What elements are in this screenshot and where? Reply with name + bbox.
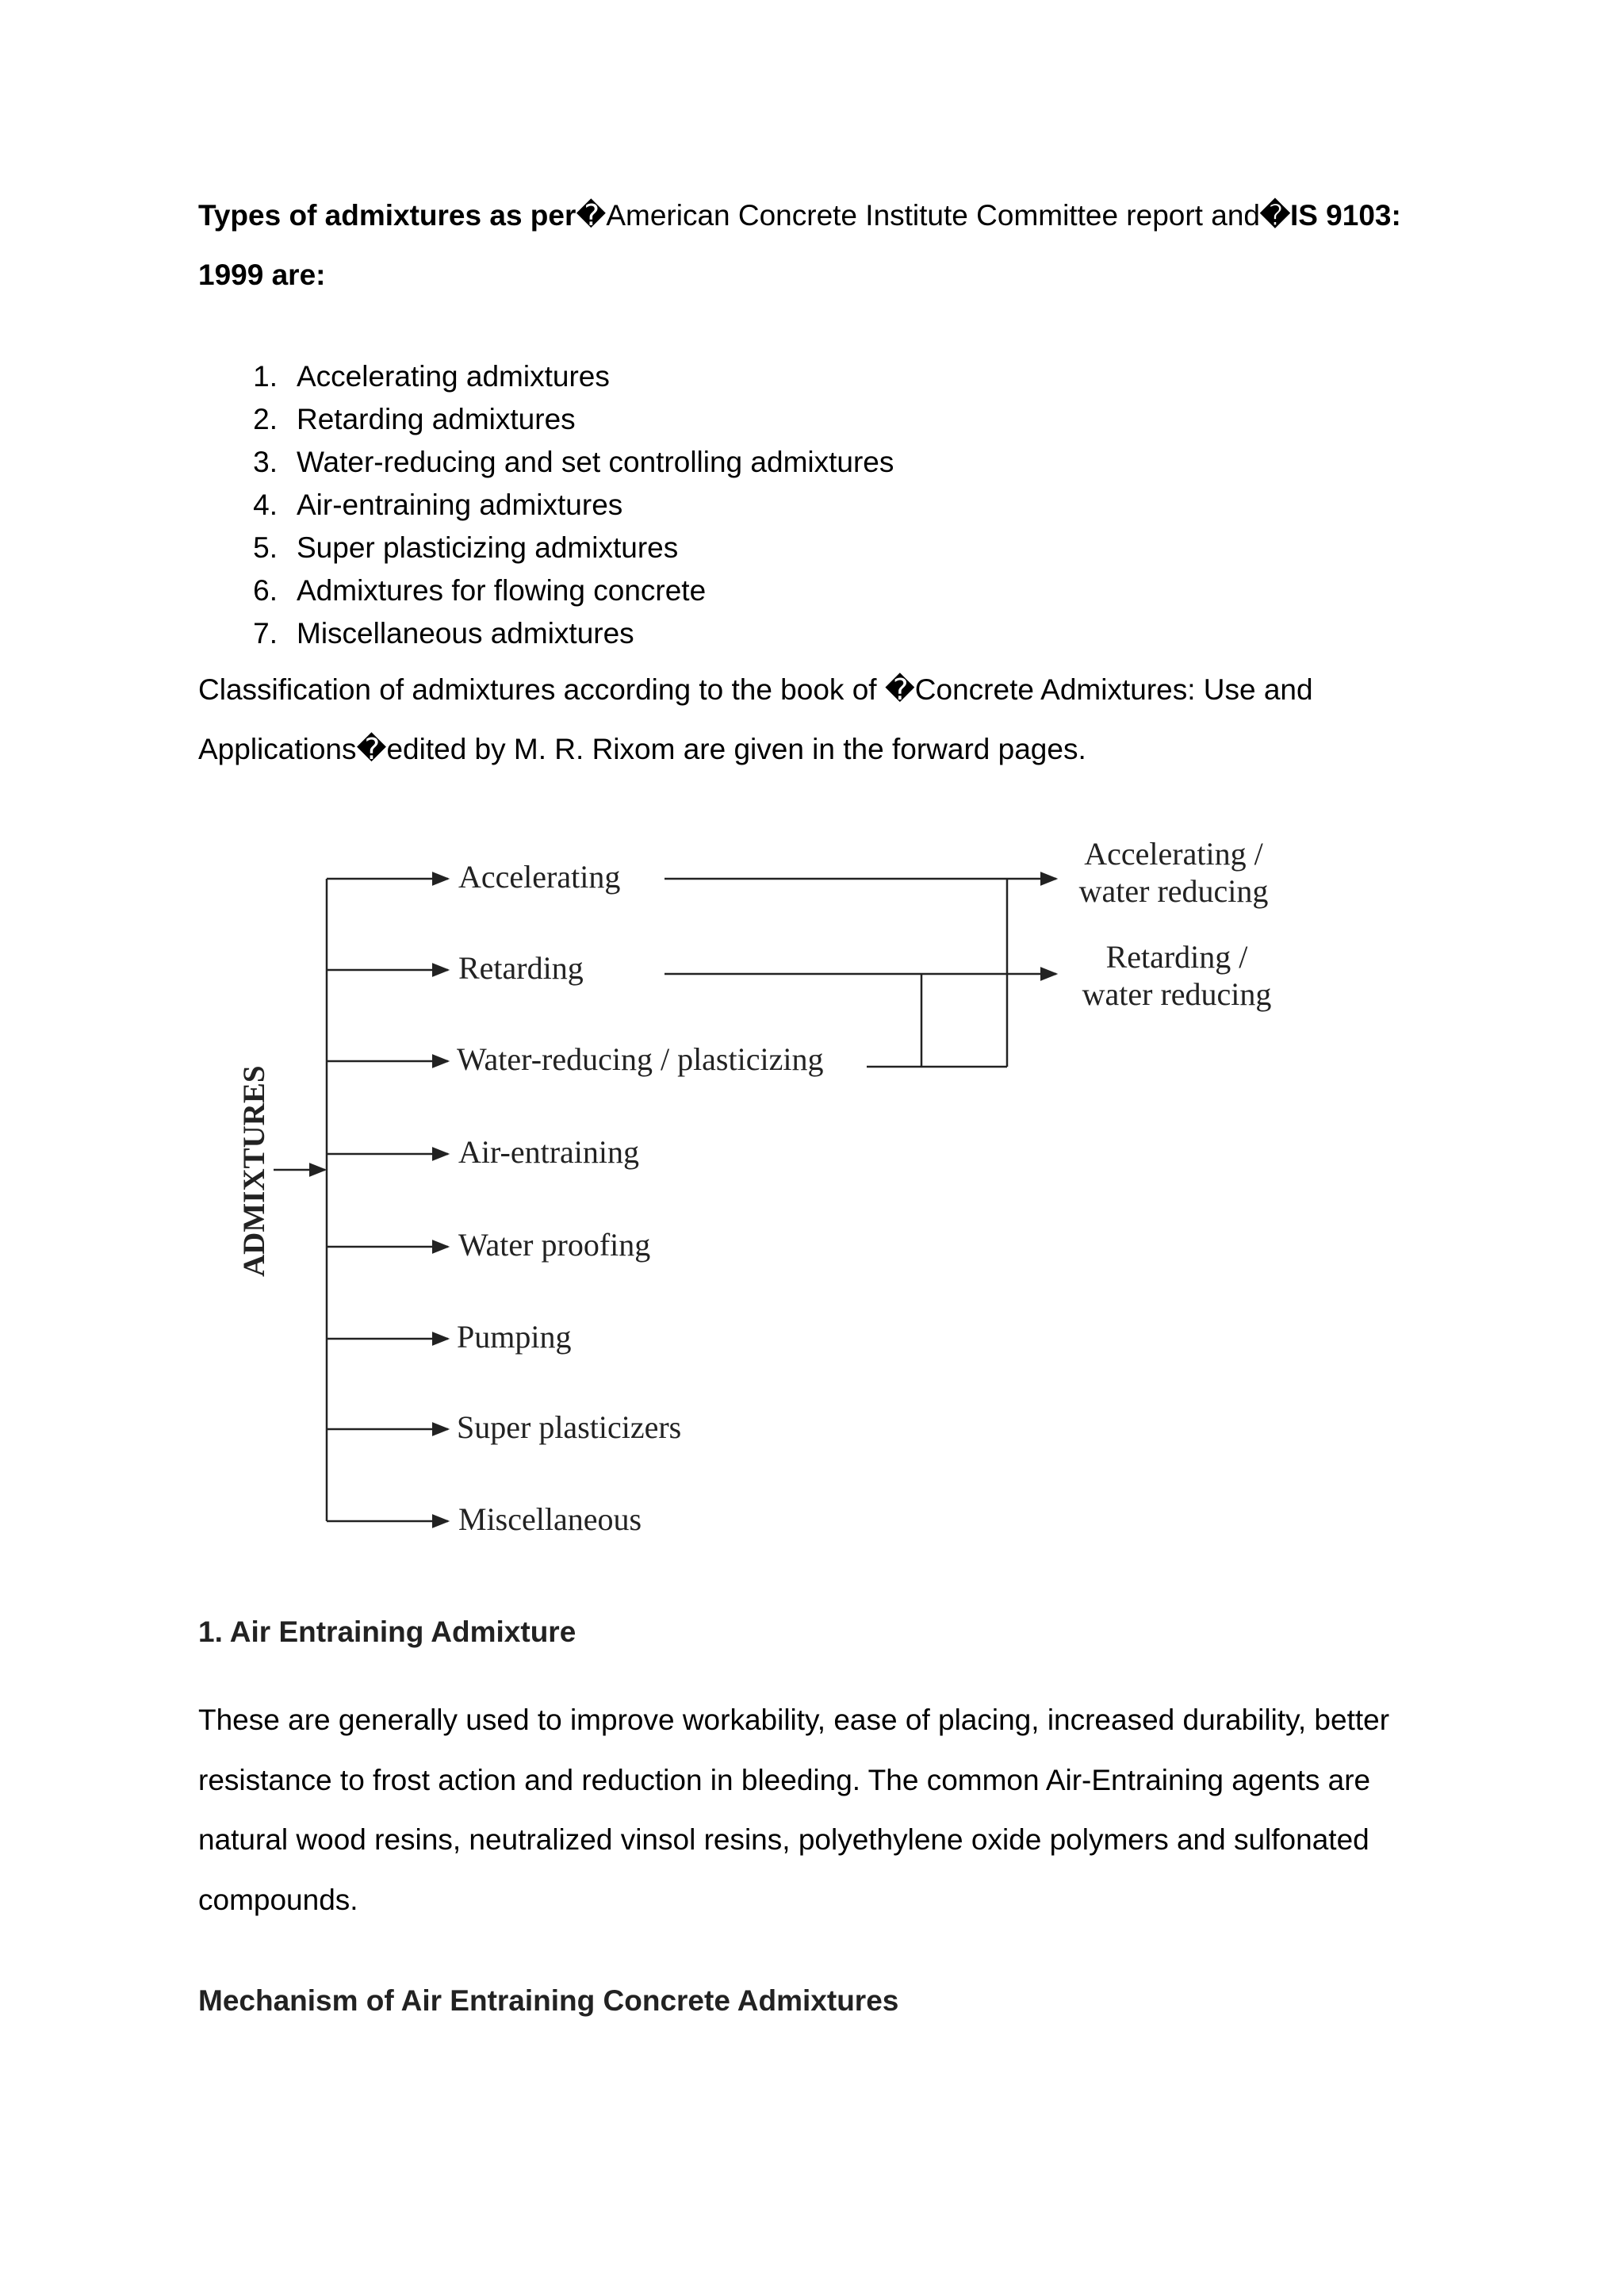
list-item-label: Accelerating admixtures bbox=[297, 360, 610, 393]
combined-label-line: Retarding / bbox=[1105, 939, 1248, 975]
branch-super-plasticizers bbox=[327, 1409, 681, 1445]
combined-label-line: water reducing bbox=[1082, 976, 1272, 1012]
section-heading-mechanism: Mechanism of Air Entraining Concrete Admixtures bbox=[198, 1984, 899, 2017]
diagram-root-label: ADMIXTURES bbox=[237, 1065, 271, 1277]
book-title-text: Concrete Admixtures: Use and bbox=[914, 673, 1313, 706]
replacement-glyph: � bbox=[576, 199, 607, 232]
list-item-number: 7. bbox=[253, 617, 278, 650]
list-item-number: 1. bbox=[253, 360, 278, 393]
branch-pumping bbox=[327, 1319, 571, 1355]
intro-bold-end: IS 9103: bbox=[1289, 199, 1401, 232]
branch-retarding bbox=[327, 950, 584, 986]
intro-institute-text: American Concrete Institute Committee report and bbox=[606, 199, 1260, 232]
branch-label: Miscellaneous bbox=[458, 1501, 642, 1537]
editor-text: edited by M. R. Rixom are given in the forward pages. bbox=[386, 733, 1086, 765]
list-item-label: Air-entraining admixtures bbox=[297, 489, 623, 521]
list-item-number: 6. bbox=[253, 574, 278, 607]
combined-accelerating-water-reducing bbox=[1079, 836, 1269, 909]
branch-label: Retarding bbox=[458, 950, 584, 986]
list-item-label: Super plasticizing admixtures bbox=[297, 531, 679, 564]
list-item-number: 4. bbox=[253, 489, 278, 521]
branch-water-reducing bbox=[327, 1041, 823, 1077]
replacement-glyph: � bbox=[356, 733, 387, 765]
combination-connectors bbox=[665, 879, 1056, 1067]
branch-accelerating bbox=[327, 859, 620, 895]
combined-label-line: Accelerating / bbox=[1084, 836, 1263, 872]
intro-bold-start: Types of admixtures as per bbox=[198, 199, 576, 232]
list-item-label: Miscellaneous admixtures bbox=[297, 617, 634, 650]
branch-label: Air-entraining bbox=[458, 1134, 640, 1170]
branch-water-proofing bbox=[327, 1227, 650, 1263]
book-title-end: Applications bbox=[198, 733, 357, 765]
air-entraining-paragraph: These are generally used to improve workability, ease of placing, increased durability, better resistance to frost action and reduction in bleeding. The common Air-Entraining agents are natural wood resins, neutralized vinsol resins, polyethylene oxide polymers and sulfonated compounds. bbox=[198, 1704, 1390, 1916]
list-item-number: 3. bbox=[253, 446, 278, 478]
intro-line-2: 1999 are: bbox=[198, 259, 326, 291]
list-item-label: Water-reducing and set controlling admixtures bbox=[297, 446, 894, 478]
branch-air-entraining bbox=[327, 1134, 639, 1170]
list-item-number: 2. bbox=[253, 403, 278, 435]
list-item-number: 5. bbox=[253, 531, 278, 564]
list-item-label: Retarding admixtures bbox=[297, 403, 576, 435]
branch-label: Accelerating bbox=[458, 859, 621, 895]
section-heading-air-entraining: 1. Air Entraining Admixture bbox=[198, 1616, 576, 1648]
replacement-glyph: � bbox=[884, 673, 915, 706]
branch-label: Pumping bbox=[457, 1319, 572, 1355]
list-item-label: Admixtures for flowing concrete bbox=[297, 574, 707, 607]
branch-label: Water proofing bbox=[458, 1227, 651, 1263]
branch-label: Water-reducing / plasticizing bbox=[457, 1041, 824, 1077]
replacement-glyph: � bbox=[1259, 199, 1290, 232]
classification-text: Classification of admixtures according to the book of bbox=[198, 673, 885, 706]
branch-miscellaneous bbox=[327, 1501, 642, 1537]
combined-label-line: water reducing bbox=[1078, 873, 1269, 909]
combined-retarding-water-reducing bbox=[1082, 939, 1272, 1012]
branch-label: Super plasticizers bbox=[457, 1409, 682, 1445]
